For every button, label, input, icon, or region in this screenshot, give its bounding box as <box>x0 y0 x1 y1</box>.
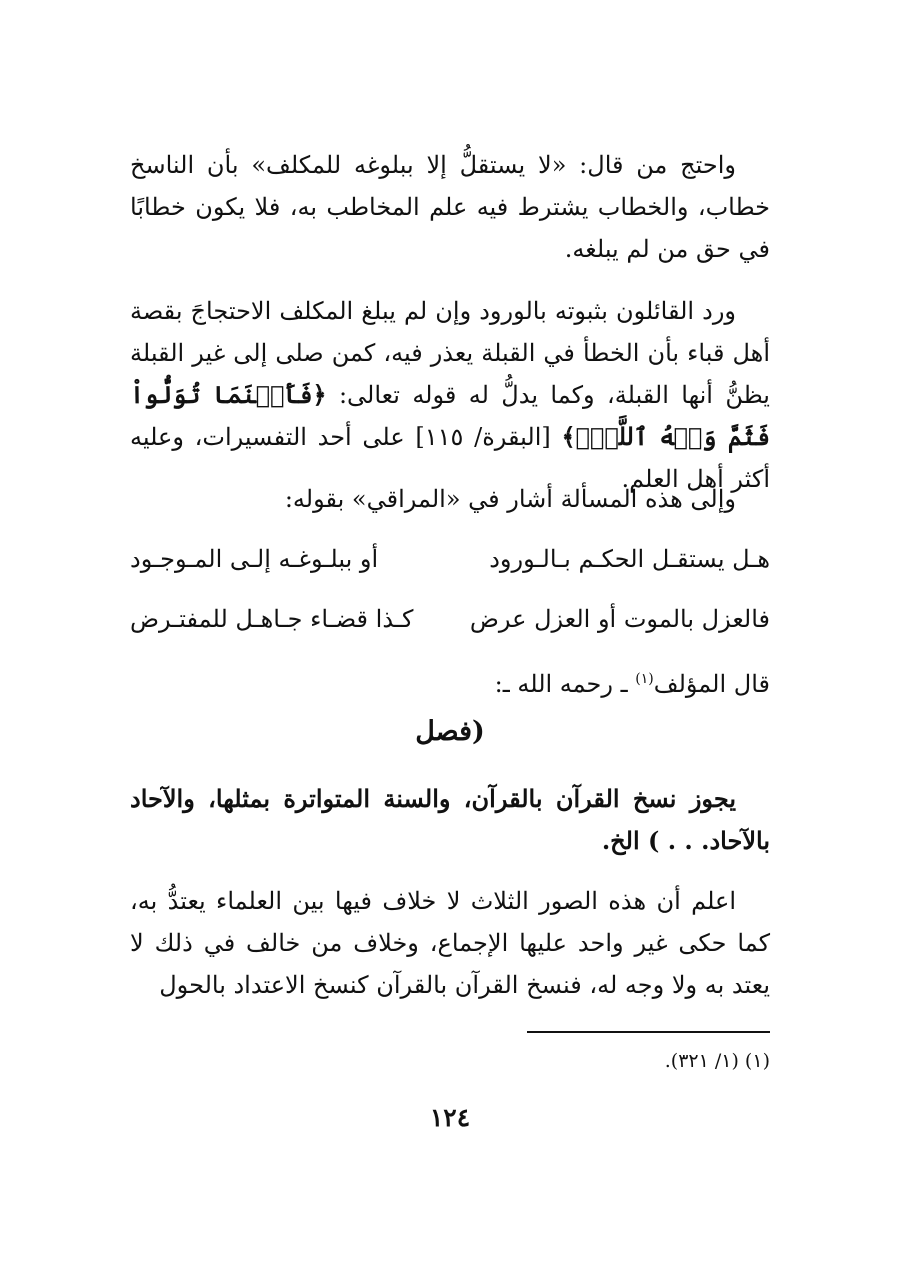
footnote-divider <box>527 1031 770 1033</box>
section-heading: (فصل <box>415 716 485 747</box>
poem-verse-1 <box>130 538 770 580</box>
verse-2-first-hemistich: فالعزل بالموت أو العزل عرض <box>469 605 770 633</box>
author-line-before: قال المؤلف <box>653 670 770 698</box>
quran-reference: [البقرة/ ١١٥] على أحد التفسيرات، وعليه أكثر أهل العلم. <box>130 423 770 493</box>
paragraph-1 <box>130 144 770 270</box>
verse-1-second-hemistich: أو ببلـوغـه إلـى المـوجـود <box>130 545 379 573</box>
verse-1-first-hemistich: هـل يستقـل الحكـم بـالـورود <box>489 545 770 573</box>
page-number: ١٢٤ <box>429 1103 471 1132</box>
paragraph-3-text: وإلى هذه المسألة أشار في «المراقي» بقوله: <box>284 485 736 513</box>
paragraph-3 <box>130 478 770 520</box>
author-line-text <box>130 658 770 705</box>
poem-verse-2 <box>130 598 770 640</box>
author-line <box>130 658 770 705</box>
paragraph-2-before: ورد القائلون بثبوته بالورود وإن لم يبلغ المكلف الاحتجاجَ بقصة أهل قباء بأن الخطأ في القبلة يعذر فيه، كمن صلى إلى غير القبلة يظنُّ أنها القبلة، وكما يدلُّ له قوله تعالى: <box>130 297 770 409</box>
paragraph-2 <box>130 290 770 500</box>
author-line-after: ـ رحمه الله ـ: <box>494 670 636 698</box>
quran-verse: ﴿فَأَيۡنَمَا تُوَلُّواْ فَثَمَّ وَجۡهُ ٱللَّهِۚ﴾ <box>130 380 771 451</box>
paragraph-1-text: واحتج من قال: «لا يستقلُّ إلا ببلوغه للمكلف» بأن الناسخ خطاب، والخطاب يشترط فيه علم المخاطب به، فلا يكون خطابًا في حق من لم يبلغه. <box>130 151 770 263</box>
verse-2-second-hemistich: كـذا قضـاء جـاهـل للمفتـرض <box>130 605 414 633</box>
paragraph-4-text: اعلم أن هذه الصور الثلاث لا خلاف فيها بين العلماء يعتدُّ به، كما حكى غير واحد عليها الإجماع، وخلاف من خالف في ذلك لا يعتد به ولا وجه له، فنسخ القرآن بالقرآن كنسخ الاعتداد بالحول <box>130 887 770 999</box>
matn-text <box>130 778 770 862</box>
footnote-marker: (١) <box>635 671 654 687</box>
paragraph-2-text <box>130 290 770 500</box>
footnote: (١) (١/ ٣٢١). <box>664 1050 770 1072</box>
matn-text-body: يجوز نسخ القرآن بالقرآن، والسنة المتواترة بمثلها، والآحاد بالآحاد. . . ) الخ. <box>130 784 770 855</box>
paragraph-4 <box>130 880 770 1006</box>
